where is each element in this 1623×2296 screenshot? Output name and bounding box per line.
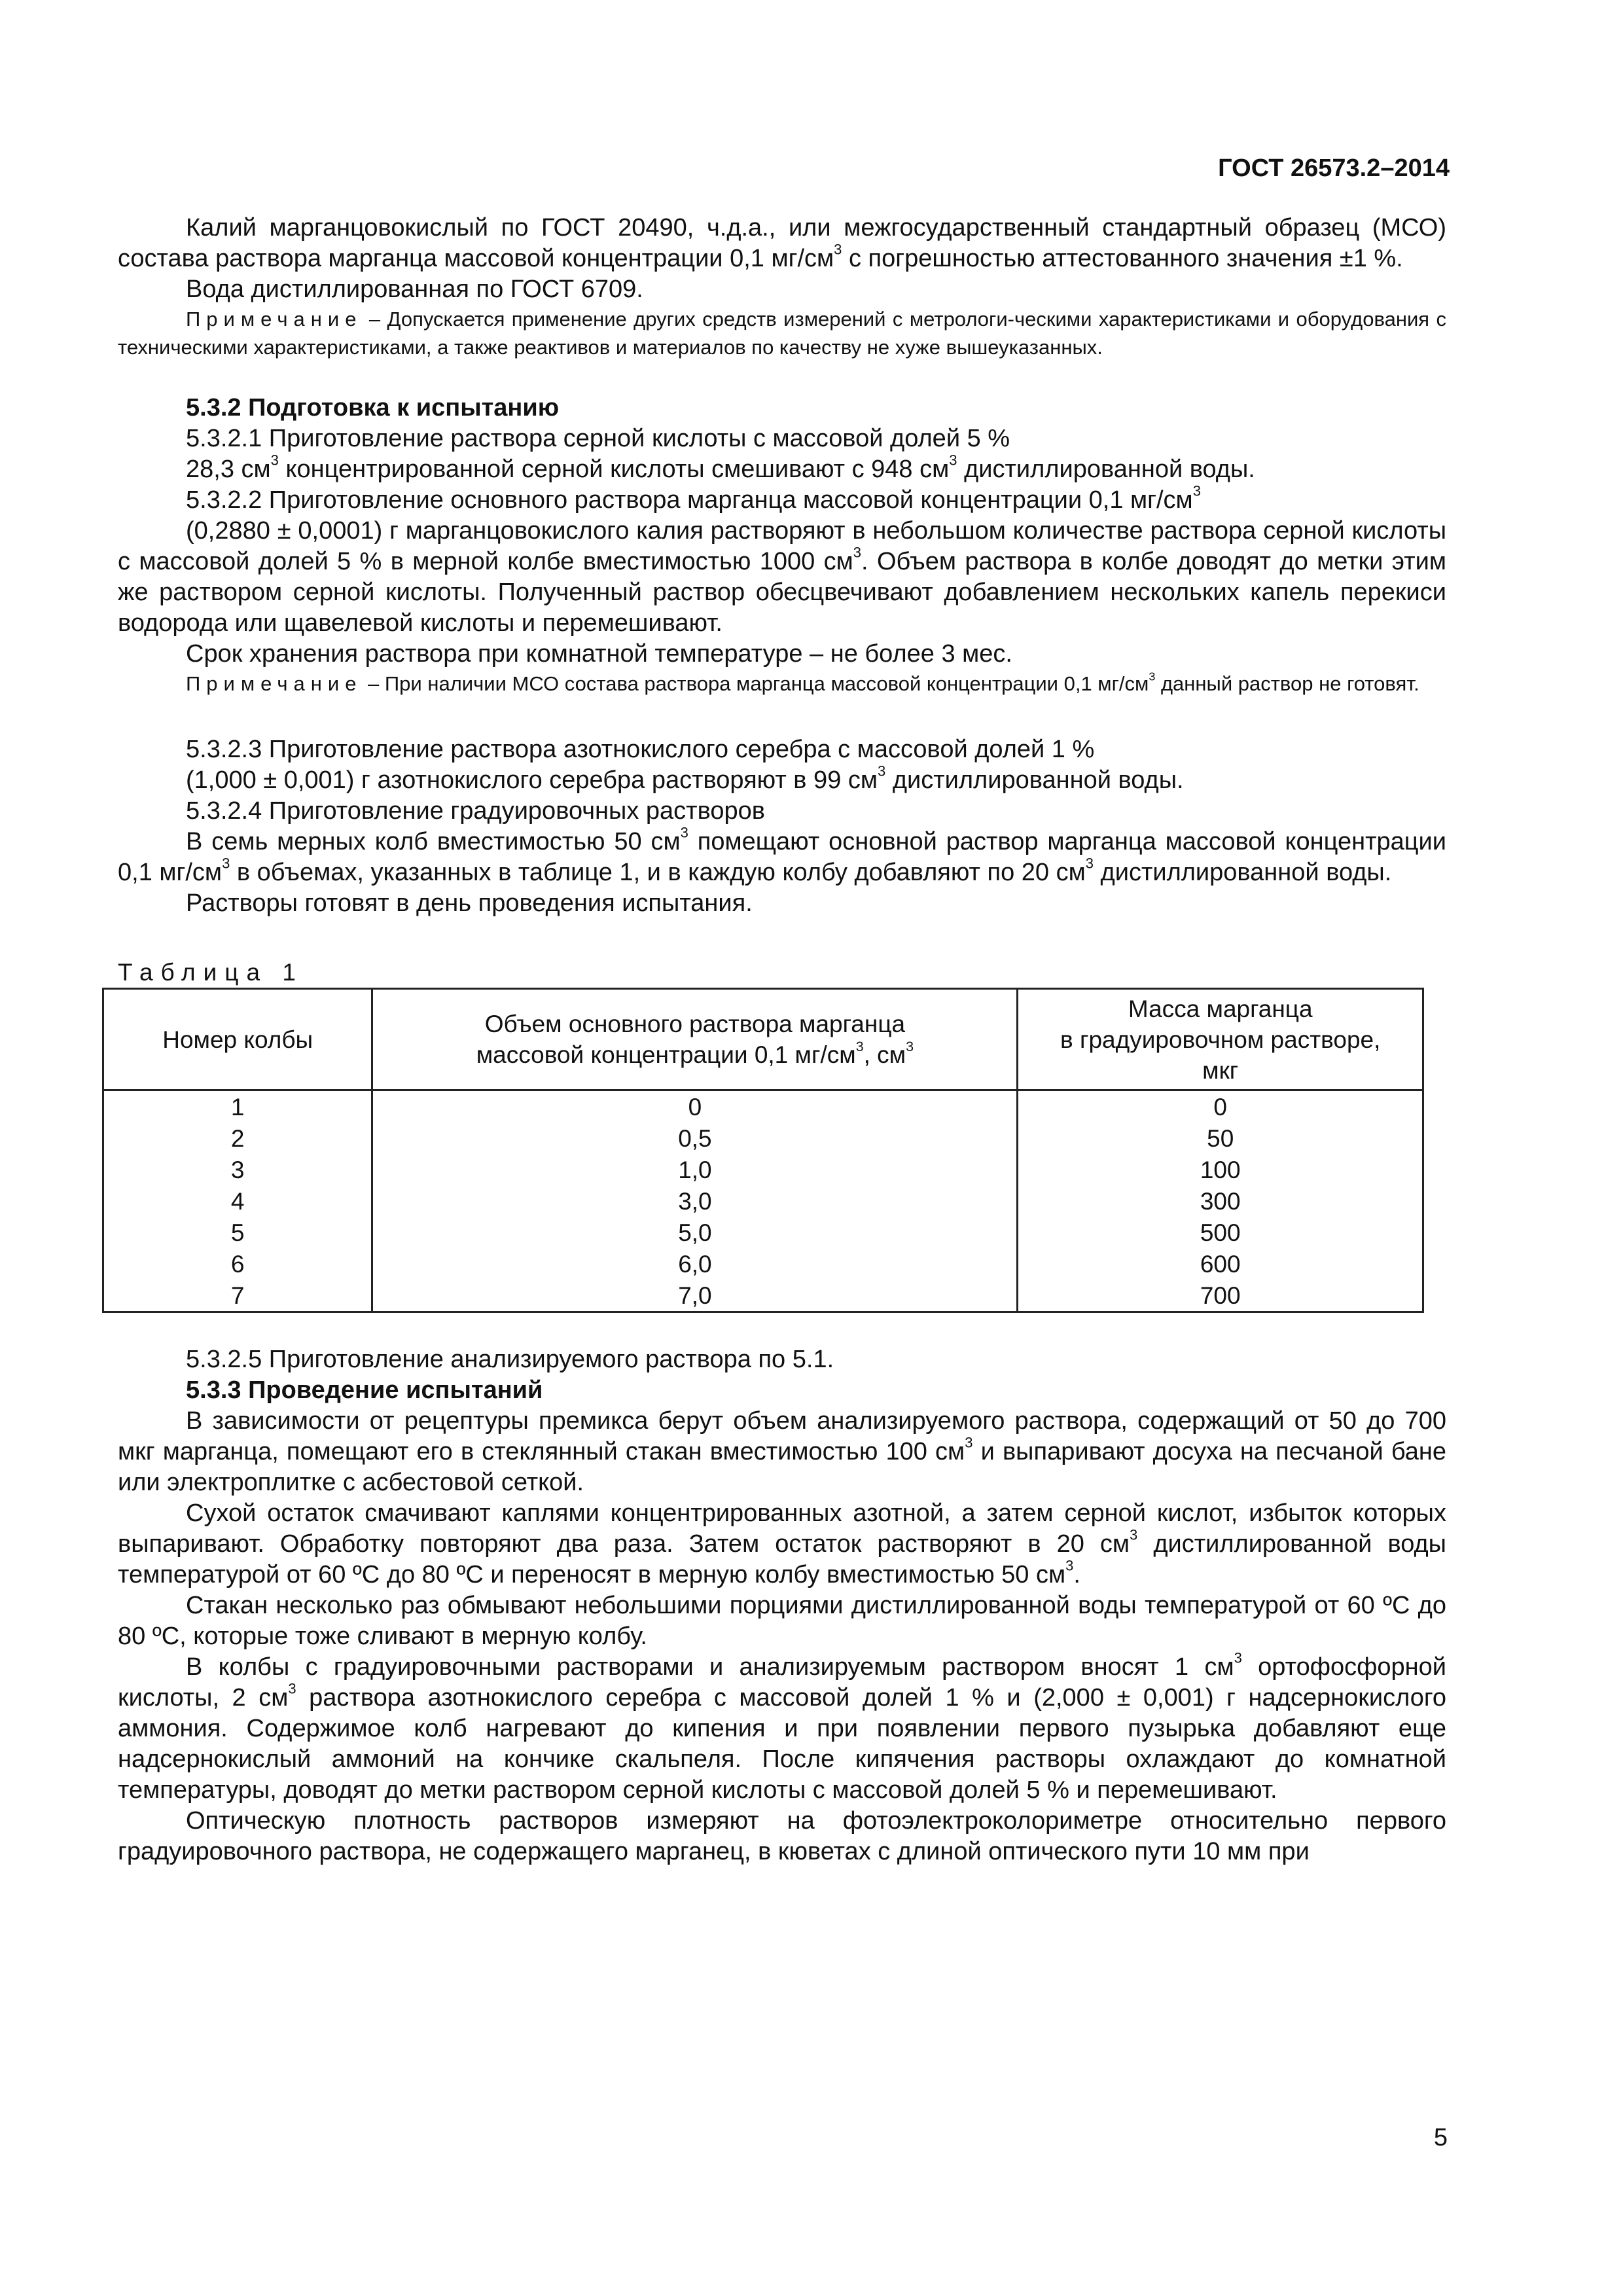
header-manganese-mass: Масса марганца в градуировочном растворе, мкг (1018, 989, 1423, 1090)
cell-volume: 3,0 (372, 1185, 1018, 1217)
paragraph-storage-term: Срок хранения раствора при комнатной температуре – не более 3 мес. (186, 640, 1012, 668)
table-row (103, 1217, 1423, 1248)
cell-mass: 0 (1018, 1090, 1423, 1123)
cell-mass: 100 (1018, 1154, 1423, 1185)
cell-flask: 3 (103, 1154, 372, 1185)
table-row (103, 1090, 1423, 1123)
table-row (103, 1185, 1423, 1217)
cell-flask: 4 (103, 1185, 372, 1217)
cell-mass: 50 (1018, 1122, 1423, 1154)
subsection-5-3-2-5-title: 5.3.2.5 Приготовление анализируемого раствора по 5.1. (186, 1346, 834, 1373)
paragraph-optical-density: Оптическую плотность растворов измеряют на фотоэлектроколориметре относительно первого градуировочного раствора, не содержащего марганец, в кюветах с длиной оптического пути 10 мм при (118, 1807, 1446, 1865)
cell-flask: 2 (103, 1122, 372, 1154)
paragraph-distilled-water: Вода дистиллированная по ГОСТ 6709. (186, 276, 643, 303)
header-volume: Объем основного раствора марганца массовой концентрации 0,1 $мг/см^3$, $см^3$ (372, 989, 1018, 1090)
cell-volume: 1,0 (372, 1154, 1018, 1185)
table-header-row (103, 989, 1423, 1090)
cell-volume: 5,0 (372, 1217, 1018, 1248)
table-row (103, 1122, 1423, 1154)
cell-mass: 600 (1018, 1248, 1423, 1280)
section-heading-5-3-2: 5.3.2 Подготовка к испытанию (186, 394, 560, 422)
page-number: 5 (1433, 2124, 1448, 2151)
subsection-5-3-2-4-title: 5.3.2.4 Приготовление градуировочных растворов (186, 797, 765, 825)
paragraph-calibration-solutions: В семь мерных колб вместимостью 50 $см^3$ помещают основной раствор марганца массовой концентрации 0,1 $мг/см^3$ в объемах, указанных в таблице 1, и в каждую колбу добавляют по 20 $см^3$ дистиллированной воды. (118, 824, 1446, 886)
cell-volume: 6,0 (372, 1248, 1018, 1280)
cell-mass: 300 (1018, 1185, 1423, 1217)
cell-volume: 7,0 (372, 1280, 1018, 1312)
subsection-5-3-2-1-title: 5.3.2.1 Приготовление раствора серной кислоты с массовой долей 5 % (186, 425, 1010, 452)
section-heading-5-3-3: 5.3.3 Проведение испытаний (186, 1376, 543, 1404)
paragraph-residue-treatment: Сухой остаток смачивают каплями концентрированных азотной, а затем серной кислот, избыток которых выпаривают. Обработку повторяют два раза. Затем остаток растворяют в 20 $см^3$ дистиллированной воды температурой от 60 ºC до 80 ºC и переносят в мерную колбу вместимостью 50 $см^3$. (118, 1499, 1446, 1588)
paragraph-manganese-stock-prep: (0,2880 ± 0,0001) г марганцовокислого калия растворяют в небольшом количестве раствора серной кислоты с массовой долей 5 % в мерной колбе вместимостью 1000 $см^3$. Объем раствора в колбе доводят до метки этим же раствором серной кислоты. Полученный раствор обесцвечивают добавлением нескольких капель перекиси водорода или щавелевой кислоты и перемешивают. (118, 517, 1446, 637)
cell-volume: 0,5 (372, 1122, 1018, 1154)
calibration-table (102, 988, 1424, 1313)
paragraph-sulfuric-acid-prep: 28,3 $см^3$ концентрированной серной кислоты смешивают с 948 $см^3$ дистиллированной воды. (186, 452, 1255, 483)
table-row (103, 1248, 1423, 1280)
subsection-5-3-2-2-title: 5.3.2.2 Приготовление основного раствора марганца массовой концентрации 0,1 $мг/см^3$ (186, 482, 1201, 514)
paragraph-silver-nitrate-prep: (1,000 ± 0,001) г азотнокислого серебра растворяют в 99 $см^3$ дистиллированной воды. (186, 762, 1184, 794)
cell-volume: 0 (372, 1090, 1018, 1123)
note-equivalents: Примечание – Допускается применение других средств измерений с метрологи-ческими характеристиками и оборудования с техническими характеристиками, а также реактивов и материалов по качеству не хуже вышеуказанных. (118, 308, 1446, 359)
paragraph-potassium-permanganate: Калий марганцовокислый по ГОСТ 20490, ч.д.а., или межгосударственный стандартный образец (МСО) состава раствора марганца массовой концентрации 0,1 $мг/см^3$ с погрешностью аттестованного значения ±1 %. (118, 214, 1446, 272)
cell-flask: 6 (103, 1248, 372, 1280)
table-row (103, 1154, 1423, 1185)
paragraph-reagent-addition: В колбы с градуировочными растворами и анализируемым раствором вносят 1 $см^3$ ортофосфорной кислоты, 2 $см^3$ раствора азотнокислого серебра с массовой долей 1 % и (2,000 ± 0,001) г надсернокислого аммония. Содержимое колб нагревают до кипения и при появлении первого пузырька добавляют еще надсернокислый аммоний на кончике скальпеля. После кипячения растворы охлаждают до комнатной температуры, доводят до метки раствором серной кислоты с массовой долей 5 % и перемешивают. (118, 1649, 1446, 1804)
paragraph-beaker-rinse: Стакан несколько раз обмывают небольшими порциями дистиллированной воды температурой от 60 ºC до 80 ºC, которые тоже сливают в мерную колбу. (118, 1592, 1446, 1650)
note-mco: Примечание – При наличии МСО состава раствора марганца массовой концентрации 0,1 $мг/см^3$ данный раствор не готовят. (186, 670, 1419, 695)
cell-flask: 5 (103, 1217, 372, 1248)
table-row (103, 1280, 1423, 1312)
subsection-5-3-2-3-title: 5.3.2.3 Приготовление раствора азотнокислого серебра с массовой долей 1 % (186, 736, 1095, 763)
table-caption: Таблица 1 (118, 959, 304, 986)
standard-number: ГОСТ 26573.2–2014 (1218, 154, 1450, 182)
cell-mass: 500 (1018, 1217, 1423, 1248)
paragraph-sample-evaporation: В зависимости от рецептуры премикса берут объем анализируемого раствора, содержащий от 50 до 700 мкг марганца, помещают его в стеклянный стакан вместимостью 100 $см^3$ и выпаривают досуха на песчаной бане или электроплитке с асбестовой сеткой. (118, 1407, 1446, 1496)
cell-mass: 700 (1018, 1280, 1423, 1312)
page-body (118, 213, 1446, 1867)
paragraph-prepare-same-day: Растворы готовят в день проведения испытания. (186, 889, 753, 917)
cell-flask: 1 (103, 1090, 372, 1123)
cell-flask: 7 (103, 1280, 372, 1312)
header-flask-number: Номер колбы (103, 989, 372, 1090)
